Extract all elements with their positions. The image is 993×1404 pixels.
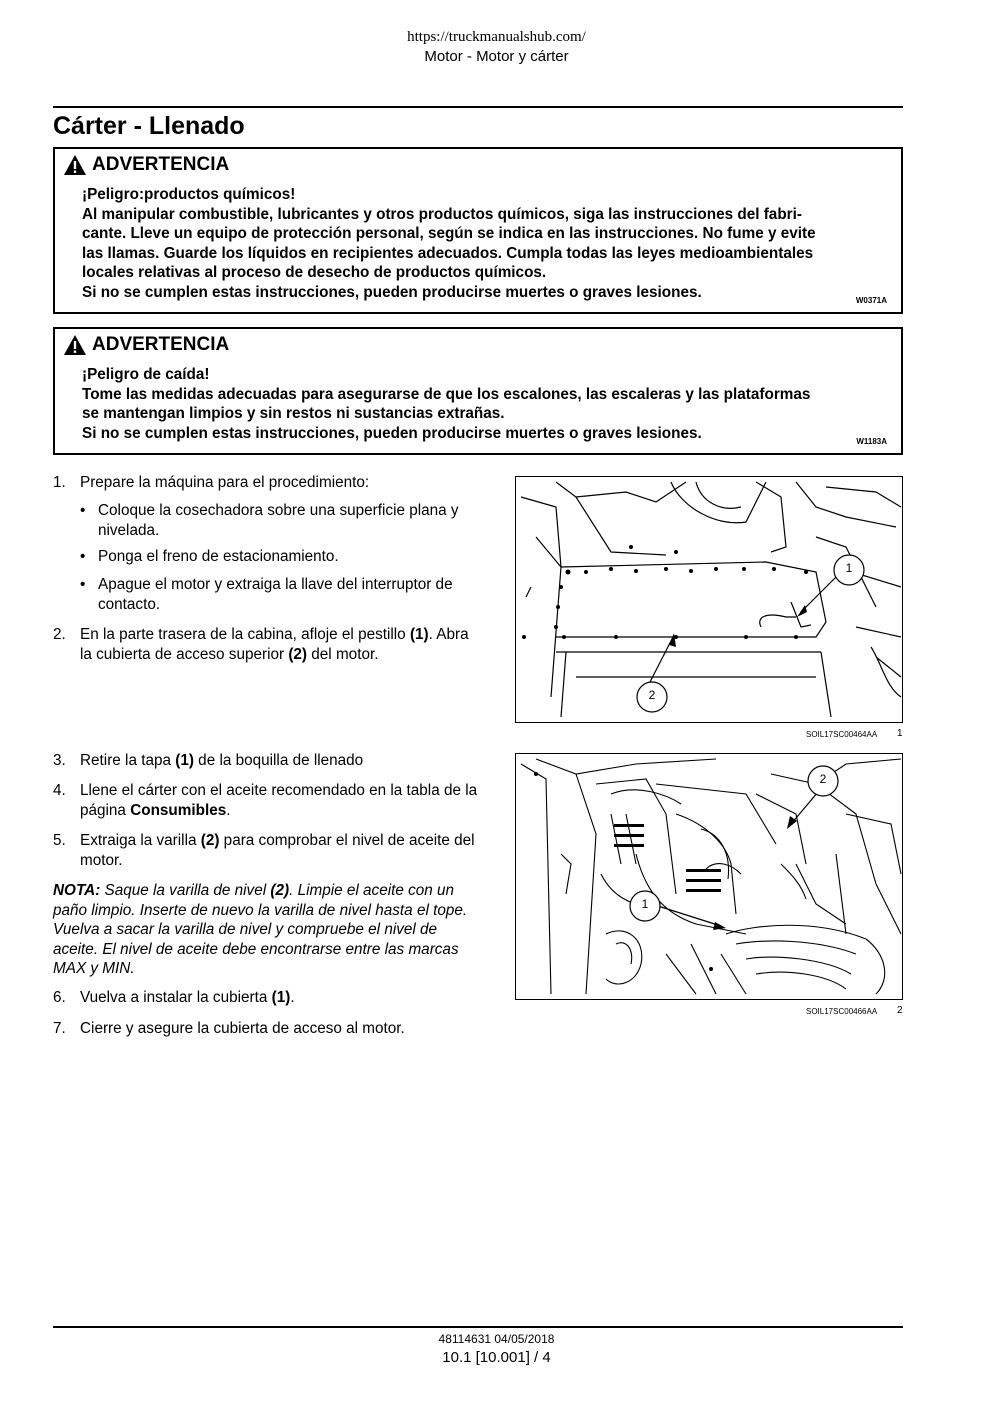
callout-label: 2 (819, 772, 827, 786)
page-number: 10.1 [10.001] / 4 (442, 1349, 551, 1366)
warning-line: cante. Lleve un equipo de protección personal, según se indica en las instrucciones. No fume y evite (82, 225, 816, 242)
warning-text (82, 185, 874, 302)
figure-caption: SOIL17SC00466AA (806, 1007, 878, 1016)
warning-line: Si no se cumplen estas instrucciones, pueden producirse muertes o graves lesiones. (82, 283, 702, 301)
bullet-text: Ponga el freno de estacionamiento. (98, 548, 339, 565)
warning-heading (63, 334, 229, 356)
callout-label: 1 (641, 897, 649, 911)
header-rule (53, 106, 903, 108)
warning-line: locales relativas al proceso de desecho de productos químicos. (82, 264, 547, 281)
warning-triangle-icon (63, 334, 87, 356)
step-text: Retire la tapa (1) de la boquilla de llenado (80, 752, 364, 769)
warning-line: las llamas. Guarde los líquidos en recipientes adecuados. Cumpla todas las leyes medioambientales (82, 244, 814, 262)
callout-leaders (658, 792, 818, 926)
step-number: 7. (53, 1020, 66, 1037)
warning-text (82, 365, 874, 443)
step-text: Cierre y asegure la cubierta de acceso al motor. (80, 1020, 405, 1037)
figure-caption: SOIL17SC00464AA (806, 730, 878, 739)
section-header: Motor - Motor y cárter (424, 48, 569, 65)
bullet-text: Apague el motor y extraiga la llave del interruptor de contacto. (98, 576, 453, 613)
warning-code: W1183A (856, 437, 887, 446)
step-number: 5. (53, 832, 66, 849)
callout-leaders (650, 577, 836, 682)
callout-arrowhead (797, 605, 807, 617)
warning-heading-text: ADVERTENCIA (92, 334, 230, 355)
source-url: https://truckmanualshub.com/ (407, 29, 586, 45)
figure-number: 2 (897, 1005, 903, 1016)
note-label: NOTA: (53, 882, 101, 899)
callout-arrowhead (669, 633, 676, 647)
callout-label: 1 (845, 561, 853, 575)
bullet-text: Coloque la cosechadora sobre una superficie plana y nivelada. (98, 502, 459, 539)
step-number: 2. (53, 626, 66, 643)
warning-line: se mantengan limpios y sin restos ni sustancias extrañas. (82, 405, 505, 422)
engine-fill-illustration (516, 754, 902, 999)
warning-line: ¡Peligro:productos químicos! (82, 186, 296, 203)
warning-line: Al manipular combustible, lubricantes y otros productos químicos, siga las instrucciones del fabri- (82, 205, 802, 223)
step-number: 1. (53, 474, 66, 491)
engine-cover-illustration (516, 477, 902, 722)
step-number: 4. (53, 782, 66, 799)
step-text: Vuelva a instalar la cubierta (1). (80, 989, 295, 1006)
figure-engine-cover (515, 476, 903, 723)
warning-box-chemicals (53, 147, 903, 314)
step-text: En la parte trasera de la cabina, afloje el pestillo (1). Abra la cubierta de acceso superior (2) del motor. (80, 626, 469, 663)
step-text: Prepare la máquina para el procedimiento: (80, 474, 370, 491)
callout-label: 2 (648, 688, 656, 702)
warning-heading-text: ADVERTENCIA (92, 154, 230, 175)
warning-line: Si no se cumplen estas instrucciones, pueden producirse muertes o graves lesiones. (82, 424, 702, 442)
warning-triangle-icon (63, 154, 87, 176)
page-title: Cárter - Llenado (53, 112, 245, 140)
step-number: 3. (53, 752, 66, 769)
document-id: 48114631 04/05/2018 (438, 1332, 555, 1346)
step-number: 6. (53, 989, 66, 1006)
callout-arrowhead (713, 922, 726, 930)
figure-engine-fill (515, 753, 903, 1000)
bullet-dot: • (80, 502, 86, 519)
figure-number: 1 (897, 728, 903, 739)
warning-box-fall (53, 327, 903, 455)
warning-code: W0371A (855, 296, 887, 305)
warning-heading (63, 154, 229, 176)
warning-line: ¡Peligro de caída! (82, 366, 210, 383)
step-text: Llene el cárter con el aceite recomendado en la tabla de la página Consumibles. (80, 782, 478, 819)
note: NOTA: Saque la varilla de nivel (2). Limpie el aceite con un paño limpio. Inserte de nuevo la varilla de nivel hasta el tope. Vuelva a sacar la varilla de nivel y compruebe el nivel de aceite. El nivel de aceite debe encontrarse entre las marcas MAX y MIN. (53, 882, 468, 977)
warning-line: Tome las medidas adecuadas para asegurarse de que los escalones, las escaleras y las plataformas (82, 385, 811, 403)
bullet-dot: • (80, 576, 86, 593)
footer-rule (53, 1326, 903, 1328)
bullet-dot: • (80, 548, 86, 565)
step-text: Extraiga la varilla (2) para comprobar el nivel de aceite del motor. (80, 832, 475, 869)
